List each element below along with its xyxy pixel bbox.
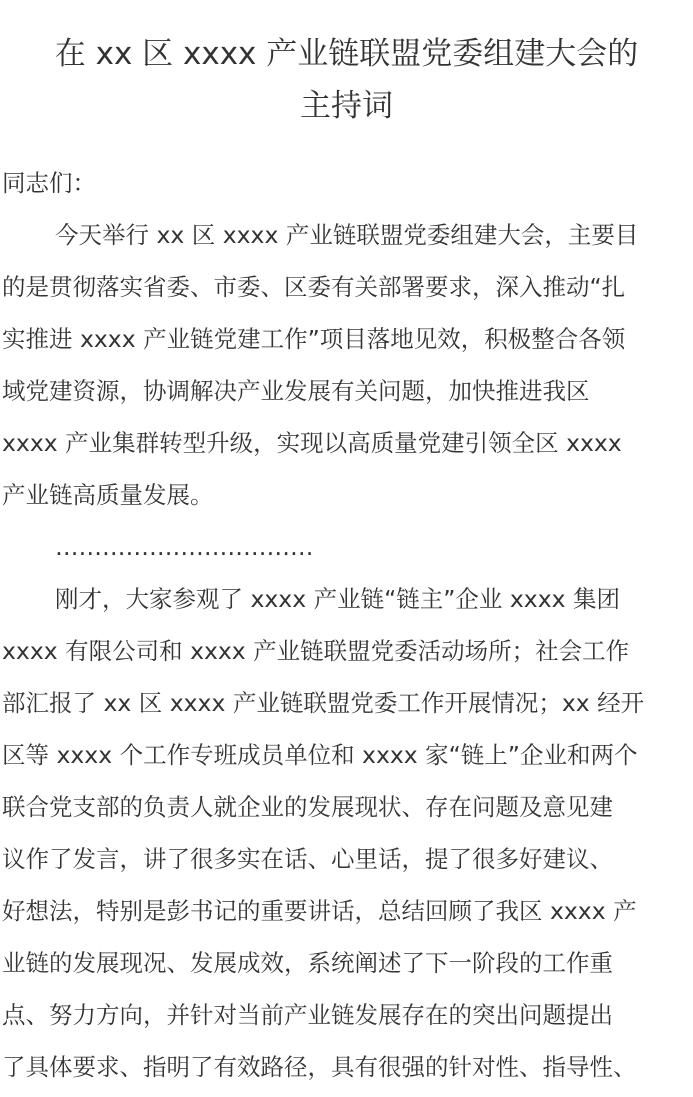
paragraph-line: 好想法，特别是彭书记的重要讲话，总结回顾了我区 xxxx 产 xyxy=(2,897,637,925)
paragraph-line: 了具体要求、指明了有效路径，具有很强的针对性、指导性、 xyxy=(2,1053,637,1081)
paragraph-line: 议作了发言，讲了很多实在话、心里话，提了很多好建议、 xyxy=(2,845,613,873)
document-title xyxy=(0,28,693,132)
paragraph-line: 点、努力方向，并针对当前产业链发展存在的突出问题提出 xyxy=(2,1001,613,1029)
paragraph-line: 实推进 xxxx 产业链党建工作”项目落地见效，积极整合各领 xyxy=(2,325,626,353)
paragraph-line: 刚才，大家参观了 xxxx 产业链“链主”企业 xxxx 集团 xyxy=(55,585,620,613)
title-line: 主持词 xyxy=(300,88,393,124)
paragraph-line: 业链的发展现况、发展成效，系统阐述了下一阶段的工作重 xyxy=(2,949,613,977)
paragraph-line: xxxx 产业集群转型升级，实现以高质量党建引领全区 xxxx xyxy=(2,429,622,457)
ellipsis-line: …………………………… xyxy=(55,533,314,561)
salutation: 同志们： xyxy=(2,169,96,197)
paragraph-line: 今天举行 xx 区 xxxx 产业链联盟党委组建大会，主要目 xyxy=(55,221,639,249)
paragraph-line: 区等 xxxx 个工作专班成员单位和 xxxx 家“链上”企业和两个 xyxy=(2,741,638,769)
title-line: 在 xx 区 xxxx 产业链联盟党委组建大会的 xyxy=(54,36,639,72)
paragraph-line: 部汇报了 xx 区 xxxx 产业链联盟党委工作开展情况；xx 经开 xyxy=(2,689,645,717)
paragraph-line: 联合党支部的负责人就企业的发展现状、存在问题及意见建 xyxy=(2,793,613,821)
paragraph-line: 产业链高质量发展。 xyxy=(2,481,214,509)
paragraph-line: 的是贯彻落实省委、市委、区委有关部署要求，深入推动“扎 xyxy=(2,273,626,301)
paragraph-line: 域党建资源，协调解决产业发展有关问题，加快推进我区 xyxy=(2,377,590,405)
document-body xyxy=(2,157,693,1093)
paragraph-line: xxxx 有限公司和 xxxx 产业链联盟党委活动场所；社会工作 xyxy=(2,637,630,665)
